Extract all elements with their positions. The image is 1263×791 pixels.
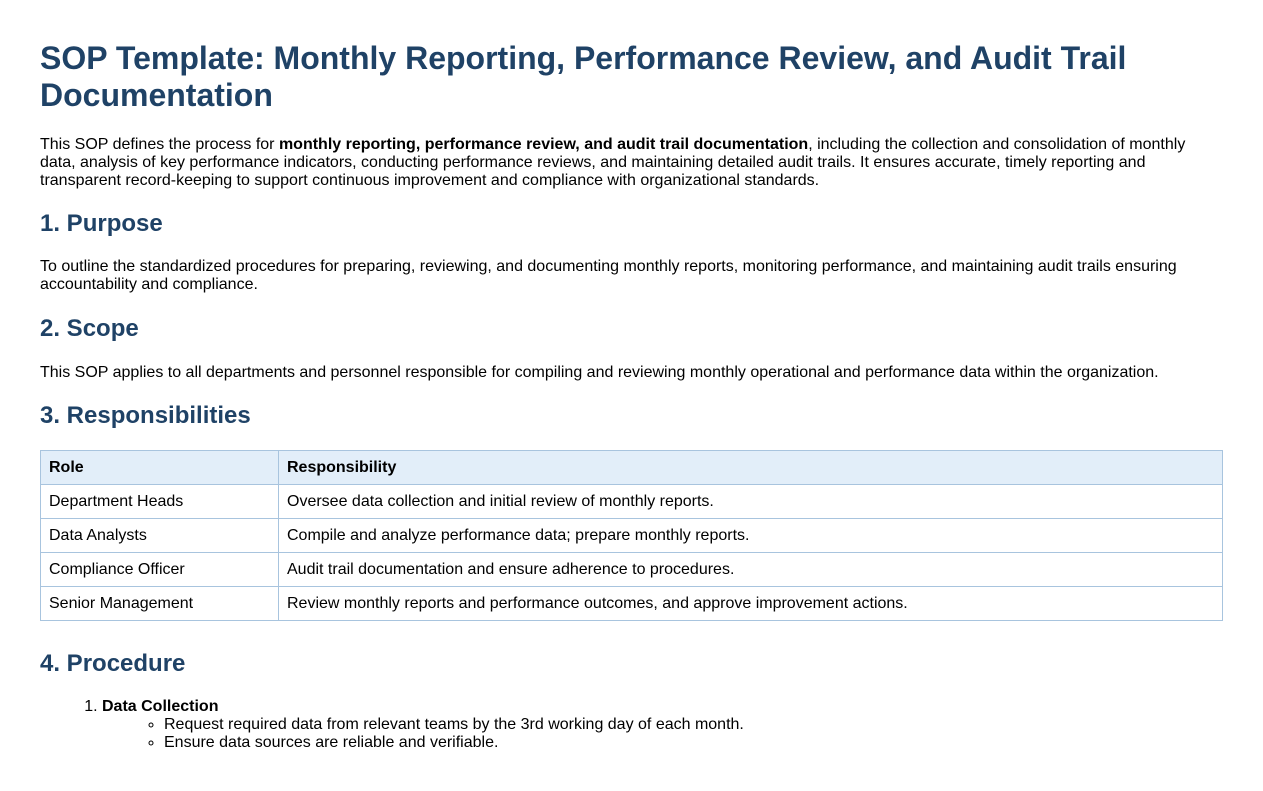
column-header-role: Role [41,451,279,485]
purpose-text: To outline the standardized procedures for preparing, reviewing, and documenting monthly reports, monitoring performance, and maintaining audit trails ensuring accountability and compliance. [40,258,1177,293]
scope-heading: 2. Scope [40,315,139,342]
responsibility-cell: Compile and analyze performance data; prepare monthly reports. [279,519,1223,553]
intro-bold-topic: monthly reporting, performance review, and audit trail documentation [278,136,809,153]
table-row [41,553,1223,587]
sop-document [0,40,1263,752]
table-header-row [41,451,1223,485]
role-cell: Compliance Officer [41,553,279,587]
intro-prefix: This SOP defines the process for [40,136,279,153]
table-row [41,587,1223,621]
intro-suffix: , including the collection and consolidation of monthly data, analysis of key performance indicators, conducting performance reviews, and maintaining detailed audit trails. It ensures accurate, timely reporting and transparent record-keeping to support continuous improvement and compliance with organizational standards. [40,136,1186,189]
substep-item: ◦ Request required data from relevant teams by the 3rd working day of each month. [164,716,1223,734]
table-row [41,519,1223,553]
intro-paragraph [40,136,1223,190]
procedure-heading: 4. Procedure [40,650,186,677]
responsibility-cell: Audit trail documentation and ensure adherence to procedures. [279,553,1223,587]
responsibility-cell: Oversee data collection and initial review of monthly reports. [279,485,1223,519]
table-row [41,485,1223,519]
responsibility-cell: Review monthly reports and performance outcomes, and approve improvement actions. [279,587,1223,621]
role-cell: Senior Management [41,587,279,621]
column-header-responsibility: Responsibility [279,451,1223,485]
procedure-step [102,698,1223,752]
responsibilities-table [40,450,1223,621]
substep-item: ◦ Ensure data sources are reliable and verifiable. [164,734,1223,752]
role-cell: Data Analysts [41,519,279,553]
responsibilities-heading: 3. Responsibilities [40,402,251,429]
step-title: Data Collection [102,698,219,715]
scope-text: This SOP applies to all departments and personnel responsible for compiling and reviewing monthly operational and performance data within the organization. [40,364,1159,381]
procedure-steps-list [40,698,1223,752]
page-title: SOP Template: Monthly Reporting, Performance Review, and Audit Trail Documentation [40,40,1127,113]
step-substeps-list [102,716,1223,752]
role-cell: Department Heads [41,485,279,519]
purpose-heading: 1. Purpose [40,210,163,237]
